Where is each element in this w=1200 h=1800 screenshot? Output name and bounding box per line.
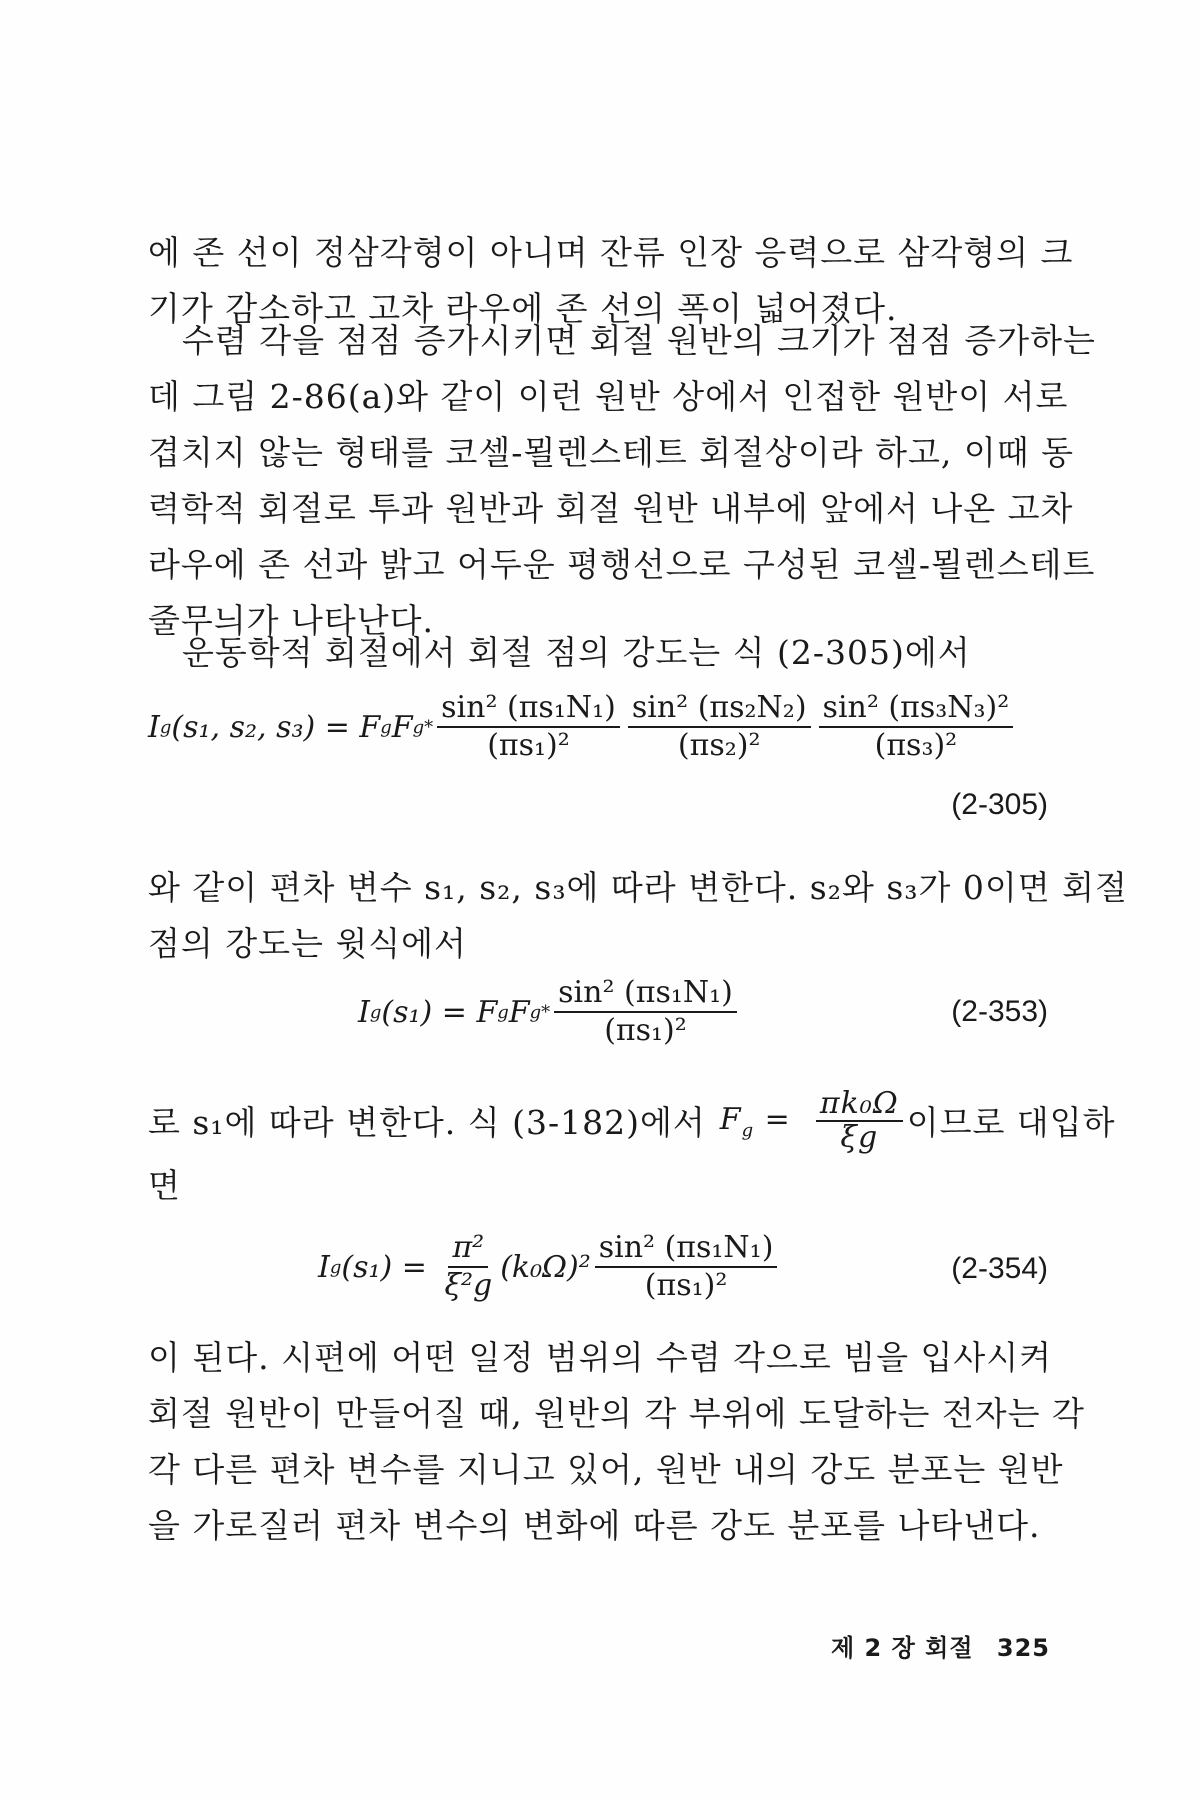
page-number: 325: [996, 1634, 1050, 1662]
eq-denominator: ξg: [840, 1119, 879, 1155]
text-line: 면: [148, 1166, 181, 1205]
text-line: 줄무늬가 나타난다.: [148, 601, 435, 640]
eq-superscript: *: [424, 716, 434, 738]
text-line: 수렴 각을 점점 증가시키면 회절 원반의 크기가 점점 증가하는: [182, 321, 1096, 360]
eq-numerator: sin² (πs₁N₁): [595, 1230, 778, 1268]
eq-numerator: πk₀Ω: [816, 1088, 903, 1122]
eq-symbol: F: [359, 709, 381, 745]
paragraph-4: [148, 860, 1128, 972]
text-line: 에 존 선이 정삼각형이 아니며 잔류 인장 응력으로 삼각형의 크: [148, 233, 1074, 272]
eq-symbol: F: [508, 994, 530, 1030]
equation-number: (2-354): [951, 1252, 1048, 1285]
eq-numerator: sin² (πs₃N₃)²: [819, 690, 1014, 728]
eq-denominator: ξ²g: [444, 1268, 493, 1303]
eq-symbol: F: [719, 1101, 742, 1137]
page-footer: [831, 1628, 1050, 1663]
text-line: 라우에 존 선과 밝고 어두운 평행선으로 구성된 코셀-묄렌스테트: [148, 545, 1096, 584]
eq-symbol: I: [148, 709, 160, 745]
eq-args: (s₁) =: [341, 1249, 437, 1285]
eq-numerator: π²: [448, 1230, 488, 1268]
eq-symbol: I: [358, 994, 370, 1030]
text-line: 회절 원반이 만들어질 때, 원반의 각 부위에 도달하는 전자는 각: [148, 1394, 1085, 1433]
paragraph-5: [148, 1085, 1116, 1214]
eq-fraction: [819, 690, 1014, 764]
eq-subscript: g: [329, 1256, 342, 1278]
eq-subscript: g: [412, 716, 425, 738]
text-line: 을 가로질러 편차 변수의 변화에 따른 강도 분포를 나타낸다.: [148, 1506, 1041, 1545]
text-line: 와 같이 편차 변수 s₁, s₂, s₃에 따라 변한다. s₂와 s₃가 0이면 회절: [148, 868, 1128, 907]
eq-denominator: (πs₃)²: [874, 728, 958, 763]
inline-equation: [719, 1085, 907, 1159]
eq-fraction: [437, 690, 620, 764]
equation-2-305: [148, 690, 1048, 821]
eq-operator: =: [754, 1101, 802, 1137]
eq-symbol: F: [391, 709, 413, 745]
eq-denominator: (πs₁)²: [604, 1013, 687, 1048]
paragraph-2: [148, 313, 1096, 649]
chapter-title: 제 2 장 회절: [831, 1634, 974, 1662]
eq-numerator: sin² (πs₁N₁): [437, 690, 620, 728]
text-line: [148, 1085, 1116, 1156]
eq-symbol: I: [318, 1249, 330, 1285]
paragraph-6: [148, 1330, 1085, 1554]
text-line: 점의 강도는 윗식에서: [148, 924, 467, 963]
text-run: 로 s₁에 따라 변한다. 식 (3-182)에서: [148, 1103, 706, 1142]
eq-superscript: *: [541, 1001, 551, 1023]
eq-numerator: sin² (πs₂N₂): [628, 690, 811, 728]
eq-subscript: g: [741, 1119, 755, 1141]
eq-fraction: [628, 690, 811, 764]
eq-denominator: (πs₁)²: [644, 1268, 728, 1303]
eq-subscript: g: [380, 716, 392, 738]
eq-subscript: g: [369, 1001, 382, 1023]
equation-number: (2-353): [951, 995, 1048, 1028]
eq-args: (s₁, s₂, s₃) =: [171, 709, 360, 745]
text-line: 각 다른 편차 변수를 지니고 있어, 원반 내의 강도 분포는 원반: [148, 1450, 1064, 1489]
text-line: 력학적 회절로 투과 원반과 회절 원반 내부에 앞에서 나온 고차: [148, 489, 1074, 528]
eq-term: (k₀Ω)²: [500, 1249, 591, 1285]
text-run: 이므로 대입하: [906, 1103, 1116, 1142]
text-line: 기가 감소하고 고차 라우에 존 선의 폭이 넓어졌다.: [148, 289, 898, 328]
eq-args: (s₁) =: [381, 994, 477, 1030]
eq-numerator: sin² (πs₁N₁): [554, 975, 737, 1013]
eq-denominator: (πs₂)²: [677, 728, 761, 763]
equation-2-354: [148, 1230, 1048, 1320]
eq-symbol: F: [476, 994, 498, 1030]
eq-denominator: (πs₁)²: [487, 728, 570, 763]
text-line: 이 된다. 시편에 어떤 일정 범위의 수렴 각으로 빔을 입사시켜: [148, 1338, 1052, 1377]
text-line: 운동학적 회절에서 회절 점의 강도는 식 (2-305)에서: [182, 633, 971, 672]
eq-fraction: [595, 1230, 778, 1304]
eq-fraction: [440, 1230, 496, 1304]
equation-number: (2-305): [951, 788, 1048, 821]
eq-subscript: g: [497, 1001, 509, 1023]
eq-fraction: [554, 975, 737, 1049]
text-line: 겹치지 않는 형태를 코셀-묄렌스테트 회절상이라 하고, 이때 동: [148, 433, 1075, 472]
eq-subscript: g: [159, 716, 172, 738]
paragraph-3: [148, 625, 1048, 681]
eq-subscript: g: [529, 1001, 542, 1023]
eq-fraction: [816, 1085, 903, 1155]
text-line: 데 그림 2-86(a)와 같이 이런 원반 상에서 인접한 원반이 서로: [148, 377, 1069, 416]
equation-2-353: [148, 975, 1048, 1065]
